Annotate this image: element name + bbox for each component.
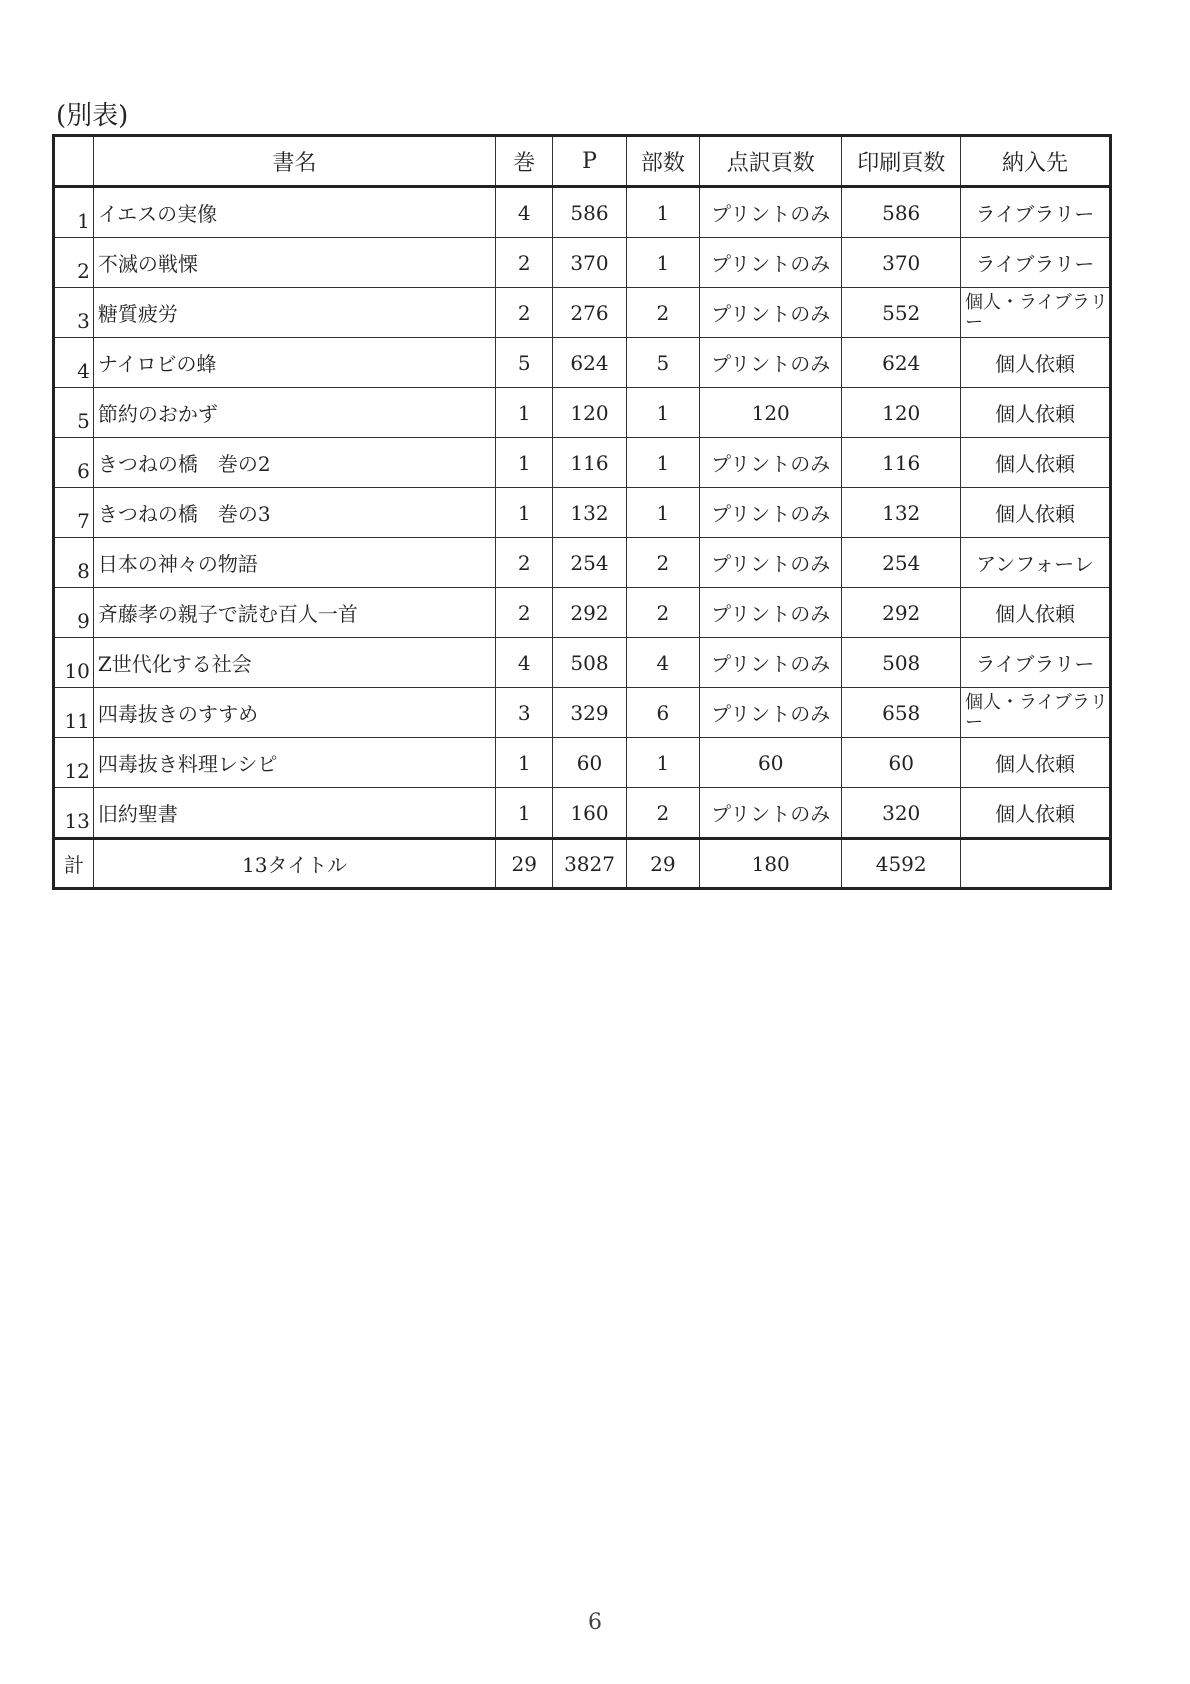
table-row — [54, 488, 1111, 538]
row-print-pages: 552 — [842, 288, 961, 338]
row-no: 3 — [54, 288, 94, 338]
row-title: ナイロビの蜂 — [93, 338, 495, 388]
row-copies: 2 — [626, 288, 699, 338]
row-braille-pages: プリントのみ — [700, 438, 842, 488]
total-copies: 29 — [626, 839, 699, 889]
header-title: 書名 — [93, 136, 495, 187]
row-destination: 個人依頼 — [961, 738, 1111, 788]
header-copies: 部数 — [626, 136, 699, 187]
row-pages: 120 — [553, 388, 626, 438]
row-copies: 1 — [626, 488, 699, 538]
row-volumes: 1 — [496, 388, 553, 438]
row-pages: 508 — [553, 638, 626, 688]
row-pages: 116 — [553, 438, 626, 488]
table-caption: (別表) — [56, 101, 129, 131]
row-print-pages: 586 — [842, 187, 961, 238]
row-pages: 276 — [553, 288, 626, 338]
row-destination: 個人・ライブラリー — [961, 688, 1111, 738]
header-braille-pages: 点訳頁数 — [700, 136, 842, 187]
table-row — [54, 538, 1111, 588]
row-destination: ライブラリー — [961, 238, 1111, 288]
row-braille-pages: プリントのみ — [700, 638, 842, 688]
row-print-pages: 116 — [842, 438, 961, 488]
row-volumes: 5 — [496, 338, 553, 388]
row-pages: 624 — [553, 338, 626, 388]
row-copies: 1 — [626, 238, 699, 288]
table-row — [54, 638, 1111, 688]
row-no: 7 — [54, 488, 94, 538]
row-title: 糖質疲労 — [93, 288, 495, 338]
row-no: 5 — [54, 388, 94, 438]
row-print-pages: 370 — [842, 238, 961, 288]
row-print-pages: 60 — [842, 738, 961, 788]
total-volumes: 29 — [496, 839, 553, 889]
row-title: イエスの実像 — [93, 187, 495, 238]
row-no: 2 — [54, 238, 94, 288]
row-pages: 329 — [553, 688, 626, 738]
row-destination: 個人依頼 — [961, 338, 1111, 388]
page-number: 6 — [588, 1610, 602, 1635]
row-volumes: 2 — [496, 538, 553, 588]
row-copies: 1 — [626, 187, 699, 238]
header-volumes: 巻 — [496, 136, 553, 187]
row-copies: 2 — [626, 588, 699, 638]
table-row — [54, 187, 1111, 238]
row-print-pages: 508 — [842, 638, 961, 688]
book-table — [52, 134, 1112, 890]
table-row — [54, 688, 1111, 738]
row-volumes: 2 — [496, 238, 553, 288]
row-volumes: 3 — [496, 688, 553, 738]
row-copies: 1 — [626, 738, 699, 788]
row-volumes: 1 — [496, 738, 553, 788]
row-pages: 292 — [553, 588, 626, 638]
row-volumes: 1 — [496, 438, 553, 488]
row-braille-pages: プリントのみ — [700, 488, 842, 538]
row-title: 斉藤孝の親子で読む百人一首 — [93, 588, 495, 638]
total-title: 13タイトル — [93, 839, 495, 889]
total-destination — [961, 839, 1111, 889]
row-pages: 60 — [553, 738, 626, 788]
row-copies: 4 — [626, 638, 699, 688]
row-title: 日本の神々の物語 — [93, 538, 495, 588]
row-title: 四毒抜き料理レシピ — [93, 738, 495, 788]
row-braille-pages: プリントのみ — [700, 788, 842, 839]
row-destination: 個人依頼 — [961, 488, 1111, 538]
row-braille-pages: プリントのみ — [700, 187, 842, 238]
header-no — [54, 136, 94, 187]
table-row — [54, 288, 1111, 338]
row-volumes: 2 — [496, 288, 553, 338]
table-row — [54, 238, 1111, 288]
row-title: 旧約聖書 — [93, 788, 495, 839]
total-label: 計 — [54, 839, 94, 889]
header-destination: 納入先 — [961, 136, 1111, 187]
row-print-pages: 658 — [842, 688, 961, 738]
row-copies: 5 — [626, 338, 699, 388]
total-pages: 3827 — [553, 839, 626, 889]
row-destination: ライブラリー — [961, 187, 1111, 238]
row-print-pages: 132 — [842, 488, 961, 538]
header-row — [54, 136, 1111, 187]
row-print-pages: 120 — [842, 388, 961, 438]
total-print-pages: 4592 — [842, 839, 961, 889]
row-pages: 160 — [553, 788, 626, 839]
row-title: きつねの橋 巻の2 — [93, 438, 495, 488]
table-row — [54, 388, 1111, 438]
row-copies: 2 — [626, 788, 699, 839]
row-destination: アンフォーレ — [961, 538, 1111, 588]
row-destination: 個人依頼 — [961, 788, 1111, 839]
row-title: きつねの橋 巻の3 — [93, 488, 495, 538]
row-copies: 2 — [626, 538, 699, 588]
row-pages: 254 — [553, 538, 626, 588]
row-pages: 132 — [553, 488, 626, 538]
row-volumes: 4 — [496, 638, 553, 688]
table-row — [54, 338, 1111, 388]
row-title: 四毒抜きのすすめ — [93, 688, 495, 738]
total-braille-pages: 180 — [700, 839, 842, 889]
total-row — [54, 839, 1111, 889]
row-title: 節約のおかず — [93, 388, 495, 438]
row-pages: 586 — [553, 187, 626, 238]
row-volumes: 4 — [496, 187, 553, 238]
row-destination: 個人依頼 — [961, 388, 1111, 438]
row-no: 12 — [54, 738, 94, 788]
row-braille-pages: プリントのみ — [700, 588, 842, 638]
table-row — [54, 738, 1111, 788]
row-destination: ライブラリー — [961, 638, 1111, 688]
row-copies: 6 — [626, 688, 699, 738]
row-copies: 1 — [626, 438, 699, 488]
row-title: Z世代化する社会 — [93, 638, 495, 688]
row-braille-pages: プリントのみ — [700, 238, 842, 288]
row-no: 10 — [54, 638, 94, 688]
table-row — [54, 788, 1111, 839]
row-volumes: 2 — [496, 588, 553, 638]
row-print-pages: 254 — [842, 538, 961, 588]
row-no: 13 — [54, 788, 94, 839]
row-copies: 1 — [626, 388, 699, 438]
row-no: 4 — [54, 338, 94, 388]
row-braille-pages: プリントのみ — [700, 538, 842, 588]
row-no: 6 — [54, 438, 94, 488]
row-title: 不滅の戦慄 — [93, 238, 495, 288]
row-braille-pages: 60 — [700, 738, 842, 788]
row-no: 11 — [54, 688, 94, 738]
row-volumes: 1 — [496, 788, 553, 839]
row-braille-pages: 120 — [700, 388, 842, 438]
row-braille-pages: プリントのみ — [700, 688, 842, 738]
row-no: 8 — [54, 538, 94, 588]
row-braille-pages: プリントのみ — [700, 338, 842, 388]
header-print-pages: 印刷頁数 — [842, 136, 961, 187]
row-pages: 370 — [553, 238, 626, 288]
row-destination: 個人依頼 — [961, 438, 1111, 488]
row-volumes: 1 — [496, 488, 553, 538]
table-body — [54, 187, 1111, 839]
table-row — [54, 588, 1111, 638]
row-print-pages: 320 — [842, 788, 961, 839]
row-destination: 個人依頼 — [961, 588, 1111, 638]
table-row — [54, 438, 1111, 488]
row-print-pages: 292 — [842, 588, 961, 638]
header-pages: P — [553, 136, 626, 187]
row-print-pages: 624 — [842, 338, 961, 388]
row-no: 9 — [54, 588, 94, 638]
row-destination: 個人・ライブラリー — [961, 288, 1111, 338]
row-braille-pages: プリントのみ — [700, 288, 842, 338]
row-no: 1 — [54, 187, 94, 238]
